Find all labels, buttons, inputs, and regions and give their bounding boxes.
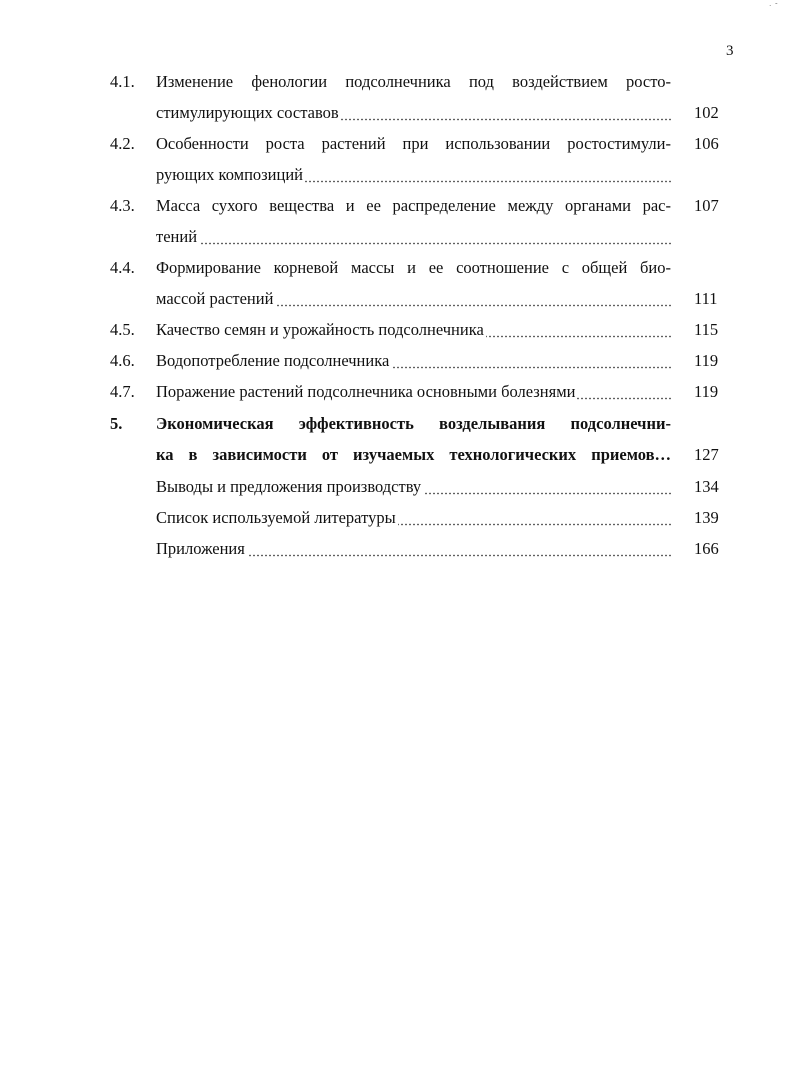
toc-entry-4-4 (0, 256, 797, 280)
toc-entry-number: 4.7. (110, 382, 135, 401)
toc-page-number: 106 (694, 134, 719, 153)
toc-entry-title-line: Выводы и предложения производству (156, 475, 671, 499)
toc-page-number: 166 (694, 539, 719, 558)
toc-entry-number: 4.2. (110, 134, 135, 153)
toc-entry-title-line: Качество семян и урожайность подсолнечника (156, 318, 671, 342)
toc-entry-title-line: рующих композиций (156, 163, 671, 187)
toc-entry-5 (0, 412, 797, 436)
toc-page-number: 111 (694, 289, 718, 308)
toc-entry-title-line: Изменение фенологии подсолнечника под воздействием росто- (156, 72, 671, 91)
toc-entry-4-1-cont (0, 101, 797, 125)
toc-entry-conclusions (0, 475, 797, 499)
toc-entry-4-7 (0, 380, 797, 404)
toc-entry-title-line: ка в зависимости от изучаемых технологических приемов… (156, 445, 671, 464)
toc-entry-5-cont (0, 443, 797, 467)
toc-entry-4-1 (0, 70, 797, 94)
toc-page-number: 119 (694, 382, 719, 401)
toc-entry-title-line: стимулирующих составов (156, 101, 671, 125)
toc-entry-references (0, 506, 797, 530)
toc-entry-number: 4.5. (110, 320, 135, 339)
toc-entry-number: 4.6. (110, 351, 135, 370)
scan-artifact: · ˜ (769, 2, 779, 10)
toc-page-number: 119 (694, 351, 719, 370)
toc-entry-title-line: Особенности роста растений при использовании ростостимули- (156, 134, 671, 153)
toc-entry-number: 4.4. (110, 258, 135, 277)
toc-entry-4-5 (0, 318, 797, 342)
toc-entry-title-line: Приложения (156, 537, 671, 561)
toc-entry-number: 5. (110, 414, 123, 433)
toc-entry-4-3 (0, 194, 797, 218)
toc-entry-4-2-cont (0, 163, 797, 187)
toc-entry-number: 4.1. (110, 72, 135, 91)
toc-entry-number: 4.3. (110, 196, 135, 215)
page-number: 3 (726, 43, 734, 59)
toc-entry-title-line: Формирование корневой массы и ее соотношение с общей био- (156, 258, 671, 277)
toc-entry-appendix (0, 537, 797, 561)
toc-entry-4-2 (0, 132, 797, 156)
toc-entry-4-6 (0, 349, 797, 373)
toc-entry-title-line: Масса сухого вещества и ее распределение между органами рас- (156, 196, 671, 215)
toc-entry-4-3-cont (0, 225, 797, 249)
toc-entry-title-line: массой растений (156, 287, 671, 311)
toc-entry-title-line: тений (156, 225, 671, 249)
toc-entry-title-line: Экономическая эффективность возделывания подсолнечни- (156, 414, 671, 433)
toc-page-number: 139 (694, 508, 719, 527)
toc-entry-title-line: Список используемой литературы (156, 506, 671, 530)
toc-page-number: 107 (694, 196, 719, 215)
toc-entry-4-4-cont (0, 287, 797, 311)
toc-page-number: 102 (694, 103, 719, 122)
toc-entry-title-line: Водопотребление подсолнечника (156, 349, 671, 373)
toc-page-number: 134 (694, 477, 719, 496)
toc-entry-title-line: Поражение растений подсолнечника основными болезнями (156, 380, 671, 404)
toc-page-number: 115 (694, 320, 719, 339)
toc-page-number: 127 (694, 445, 719, 464)
